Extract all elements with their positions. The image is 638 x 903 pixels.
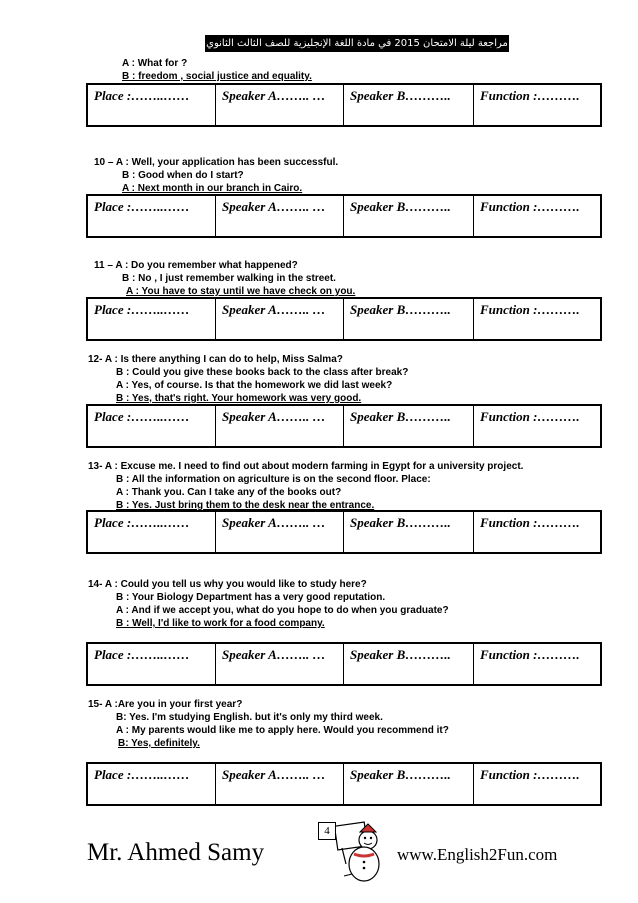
speaker-a-cell: Speaker A…….. … (216, 512, 344, 552)
speaker-b-cell: Speaker B……….. (344, 644, 474, 684)
dialogue-14 (88, 578, 449, 630)
page-number: 4 (318, 822, 336, 840)
dialogue-line: B: Yes, definitely. (118, 738, 200, 749)
dialogue-10 (94, 156, 338, 195)
dialogue-line: B : No , I just remember walking in the street. (122, 273, 336, 284)
place-cell: Place :……..…… (88, 406, 216, 446)
dialogue-line: B : Yes, that's right. Your homework was very good. (116, 393, 362, 404)
speaker-a-cell: Speaker A…….. … (216, 85, 344, 125)
function-cell: Function :………. (480, 409, 580, 424)
answer-box-10 (86, 194, 602, 238)
page-header-banner: مراجعة ليلة الامتحان 2015 في مادة اللغة الإنجليزية للصف الثالث الثانوي (205, 35, 509, 52)
speaker-b-cell: Speaker B……….. (344, 196, 474, 236)
speaker-b-cell: Speaker B……….. (344, 406, 474, 446)
dialogue-line: A : And if we accept you, what do you hope to do when you graduate? (116, 605, 449, 616)
dialogue-line: A : You have to stay until we have check on you. (126, 286, 356, 297)
dialogue-11 (94, 259, 355, 298)
function-cell: Function :………. (480, 767, 580, 782)
speaker-b-cell: Speaker B……….. (344, 512, 474, 552)
function-cell: Function :………. (480, 199, 580, 214)
dialogue-line: B : Well, I'd like to work for a food company. (116, 618, 325, 629)
speaker-b-cell: Speaker B……….. (344, 85, 474, 125)
dialogue-line: 15- A :Are you in your first year? (88, 699, 243, 710)
speaker-a-cell: Speaker A…….. … (216, 764, 344, 804)
speaker-a-cell: Speaker A…….. … (216, 299, 344, 339)
function-cell: Function :………. (480, 88, 580, 103)
place-cell: Place :……..…… (88, 299, 216, 339)
answer-box-11 (86, 297, 602, 341)
answer-box-9 (86, 83, 602, 127)
dialogue-line: 11 – A : Do you remember what happened? (94, 260, 298, 271)
dialogue-line: B : Yes. Just bring them to the desk near the entrance. (116, 500, 375, 511)
function-cell: Function :………. (480, 302, 580, 317)
speaker-b-cell: Speaker B……….. (344, 299, 474, 339)
place-cell: Place :……..…… (88, 512, 216, 552)
speaker-a-cell: Speaker A…….. … (216, 196, 344, 236)
place-cell: Place :……..…… (88, 196, 216, 236)
function-cell: Function :………. (480, 515, 580, 530)
answer-box-13 (86, 510, 602, 554)
footer-author: Mr. Ahmed Samy (87, 839, 265, 866)
place-cell: Place :……..…… (88, 85, 216, 125)
footer-website: www.English2Fun.com (397, 845, 558, 864)
dialogue-line: 13- A : Excuse me. I need to find out about modern farming in Egypt for a university project. (88, 461, 524, 472)
dialogue-line: B : freedom , social justice and equality. (122, 71, 312, 82)
dialogue-line: B : Your Biology Department has a very good reputation. (116, 592, 386, 603)
speaker-a-cell: Speaker A…….. … (216, 644, 344, 684)
dialogue-line: B: Yes. I'm studying English. but it's only my third week. (116, 712, 383, 723)
dialogue-13 (88, 460, 523, 512)
dialogue-line: A : Thank you. Can I take any of the books out? (116, 487, 342, 498)
speaker-a-cell: Speaker A…….. … (216, 406, 344, 446)
dialogue-15 (88, 698, 449, 750)
dialogue-line: A : My parents would like me to apply here. Would you recommend it? (116, 725, 449, 736)
speaker-b-cell: Speaker B……….. (344, 764, 474, 804)
dialogue-line: B : All the information on agriculture is on the second floor. Place: (116, 474, 431, 485)
answer-box-15 (86, 762, 602, 806)
answer-box-12 (86, 404, 602, 448)
dialogue-line: 12- A : Is there anything I can do to help, Miss Salma? (88, 354, 343, 365)
dialogue-line: A : What for ? (122, 58, 188, 69)
dialogue-line: A : Next month in our branch in Cairo. (122, 183, 303, 194)
dialogue-line: B : Good when do I start? (122, 170, 244, 181)
function-cell: Function :………. (480, 647, 580, 662)
dialogue-line: A : Yes, of course. Is that the homework we did last week? (116, 380, 393, 391)
dialogue-line: B : Could you give these books back to the class after break? (116, 367, 409, 378)
place-cell: Place :……..…… (88, 764, 216, 804)
dialogue-12 (88, 353, 408, 405)
dialogue-line: 14- A : Could you tell us why you would like to study here? (88, 579, 367, 590)
place-cell: Place :……..…… (88, 644, 216, 684)
answer-box-14 (86, 642, 602, 686)
dialogue-9 (122, 57, 312, 83)
dialogue-line: 10 – A : Well, your application has been successful. (94, 157, 339, 168)
